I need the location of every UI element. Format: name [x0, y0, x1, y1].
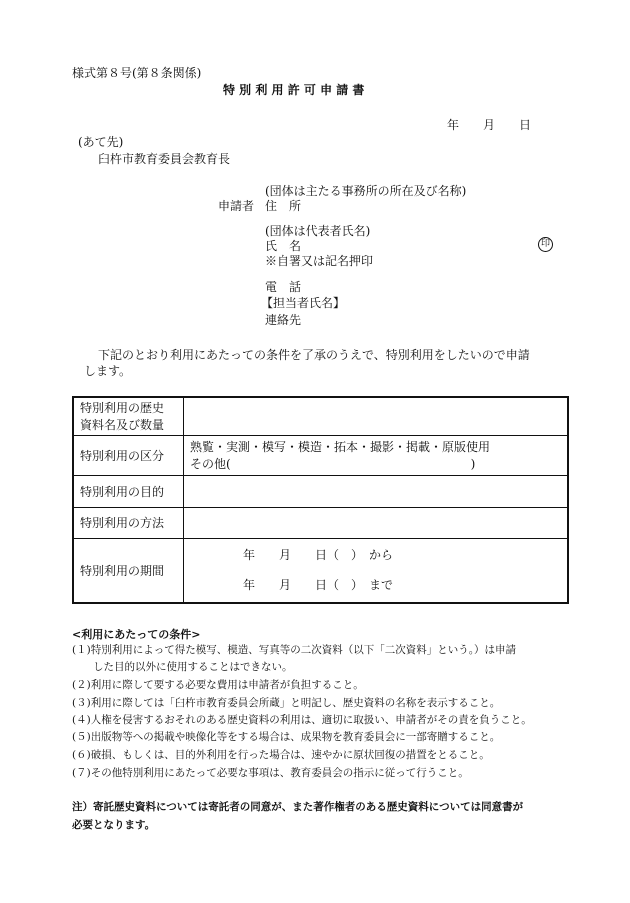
period-from[interactable]: 年 月 日（ ） から	[243, 548, 394, 563]
condition-item: (６)破損、もしくは、目的外利用を行った場合は、速やかに原状回復の措置をとること。	[72, 749, 490, 761]
note-line-2: 必要となります。	[72, 819, 156, 831]
phone-label[interactable]: 電 話	[265, 280, 302, 294]
material-name-label: 特別利用の歴史 資料名及び数量	[73, 397, 184, 435]
rep-note: (団体は代表者氏名)	[265, 224, 371, 238]
org-note: (団体は主たる事務所の所在及び名称)	[265, 184, 467, 198]
condition-item: (２)利用に際して要する必要な費用は申請者が負担すること。	[72, 679, 364, 691]
table-row	[73, 435, 568, 475]
applicant-label: 申請者	[218, 199, 255, 213]
method-field[interactable]	[184, 507, 569, 538]
conditions-heading: <利用にあたっての条件>	[72, 628, 201, 641]
address-label[interactable]: 住 所	[265, 199, 302, 213]
intro-line-1: 下記のとおり利用にあたっての条件を了承のうえで、特別利用をしたいので申請	[98, 348, 530, 362]
table-row	[73, 538, 568, 603]
usage-type-label: 特別利用の区分	[73, 435, 184, 475]
usage-type-other[interactable]: その他( )	[190, 457, 476, 471]
table-row	[73, 397, 568, 435]
usage-type-field[interactable]	[184, 435, 569, 475]
date-field[interactable]: 年 月 日	[447, 118, 532, 132]
period-label: 特別利用の期間	[73, 538, 184, 603]
condition-item: (４)人権を侵害するおそれのある歴史資料の利用は、適切に取扱い、申請者がその責を負うこと。	[72, 714, 532, 726]
sign-note: ※自署又は記名押印	[265, 254, 374, 268]
method-label: 特別利用の方法	[73, 507, 184, 538]
purpose-label: 特別利用の目的	[73, 475, 184, 507]
period-field[interactable]	[184, 538, 569, 603]
table-row	[73, 475, 568, 507]
intro-line-2: します。	[84, 364, 132, 378]
purpose-field[interactable]	[184, 475, 569, 507]
contact-person-label[interactable]: 【担当者氏名】	[261, 296, 346, 310]
condition-item: (５)出版物等への掲載や映像化等をする場合は、成果物を教育委員会に一部寄贈すること。	[72, 731, 501, 743]
material-name-field[interactable]	[184, 397, 569, 435]
usage-type-options[interactable]: 熟覧・実測・模写・模造・拓本・撮影・掲載・原版使用	[190, 440, 491, 454]
condition-item: (３)利用に際しては「臼杵市教育委員会所蔵」と明記し、歴史資料の名称を表示すること。	[72, 697, 501, 709]
condition-item: (７)その他特別利用にあたって必要な事項は、教育委員会の指示に従って行うこと。	[72, 767, 469, 779]
period-to[interactable]: 年 月 日（ ） まで	[243, 578, 394, 593]
recipient-name: 臼杵市教育委員会教育長	[98, 152, 231, 166]
condition-item: (１)特別利用によって得た模写、模造、写真等の二次資料（以下「二次資料」という。）は申請	[72, 644, 516, 656]
contact-label[interactable]: 連絡先	[265, 313, 302, 327]
condition-item: した目的以外に使用することはできない。	[93, 661, 293, 673]
note-line-1: 注）寄託歴史資料については寄託者の同意が、また著作権者のある歴史資料については同意書が	[72, 801, 524, 813]
application-table	[72, 396, 569, 604]
form-title: 特 別 利 用 許 可 申 請 書	[223, 83, 365, 97]
recipient-prefix: (あて先)	[78, 135, 124, 149]
name-label[interactable]: 氏 名	[265, 239, 302, 253]
seal-icon: 印	[538, 237, 553, 252]
form-number: 様式第８号(第８条関係)	[72, 66, 202, 80]
table-row	[73, 507, 568, 538]
